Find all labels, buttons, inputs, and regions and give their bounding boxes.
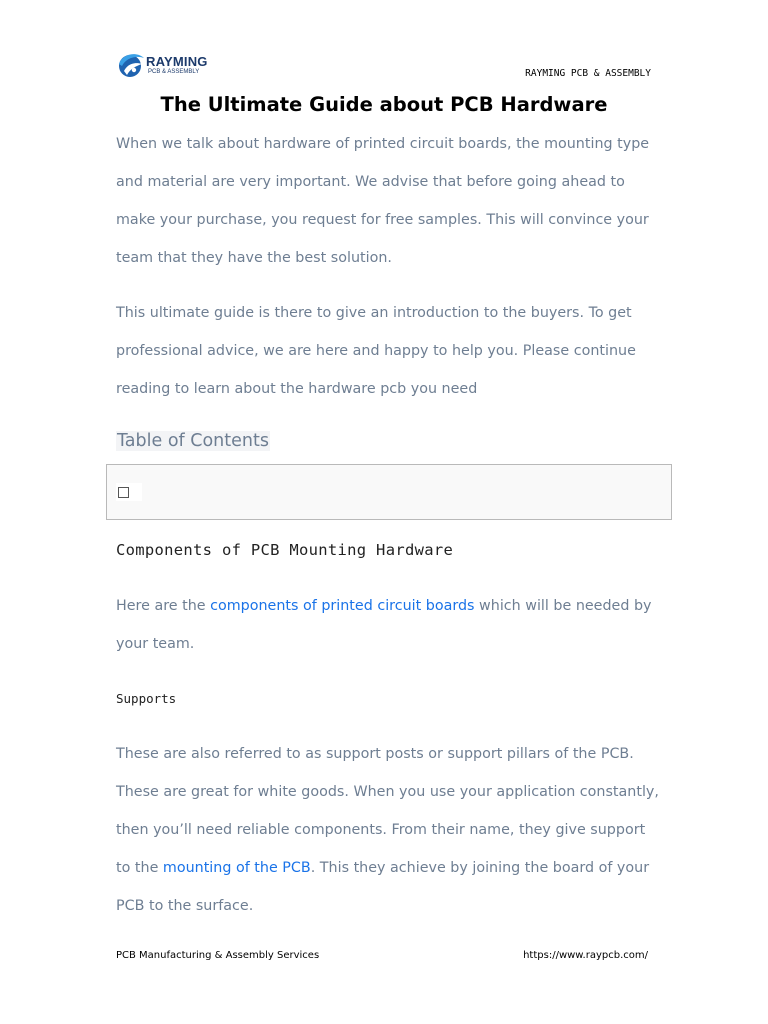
company-logo — [116, 50, 226, 82]
footer-url: https://www.raypcb.com/ — [523, 950, 648, 961]
logo-subtitle: PCB & ASSEMBLY — [148, 69, 200, 75]
logo-name: RAYMING — [146, 54, 208, 69]
supports-text-after-link: . This they achieve by joining the board of your PCB to the surface. — [116, 860, 650, 914]
supports-text-before-link: These are also referred to as support posts or support pillars of the PCB. These are great for white goods. When you use your application constantly, then you’ll need reliable components. From their name, they give support to the — [116, 746, 659, 876]
footer-services: PCB Manufacturing & Assembly Services — [116, 950, 320, 961]
section-text-before-link: Here are the — [116, 598, 211, 614]
mounting-link[interactable]: mounting of the PCB — [162, 860, 311, 876]
section-paragraph — [116, 587, 661, 663]
section-text-after-link: which will be needed by your team. — [116, 598, 652, 652]
section-heading: Components of PCB Mounting Hardware — [116, 541, 454, 559]
toc-toggle-checkbox[interactable] — [116, 483, 142, 501]
toc-box — [106, 464, 672, 520]
toc-heading: Table of Contents — [117, 431, 269, 451]
page-title: The Ultimate Guide about PCB Hardware — [160, 93, 608, 116]
supports-paragraph — [116, 735, 661, 925]
subsection-heading: Supports — [116, 691, 177, 706]
components-link[interactable]: components of printed circuit boards — [210, 598, 475, 614]
header-company-name: RAYMING PCB & ASSEMBLY — [525, 68, 651, 79]
rayming-logo-icon — [116, 50, 146, 80]
intro-paragraph-2: This ultimate guide is there to give an introduction to the buyers. To get professional advice, we are here and happy to help you. Please continue reading to learn about the hardware pcb you need — [116, 305, 636, 397]
intro-paragraph-1: When we talk about hardware of printed circuit boards, the mounting type and material are very important. We advise that before going ahead to make your purchase, you request for free samples. This will convince your team that they have the best solution. — [116, 136, 650, 266]
